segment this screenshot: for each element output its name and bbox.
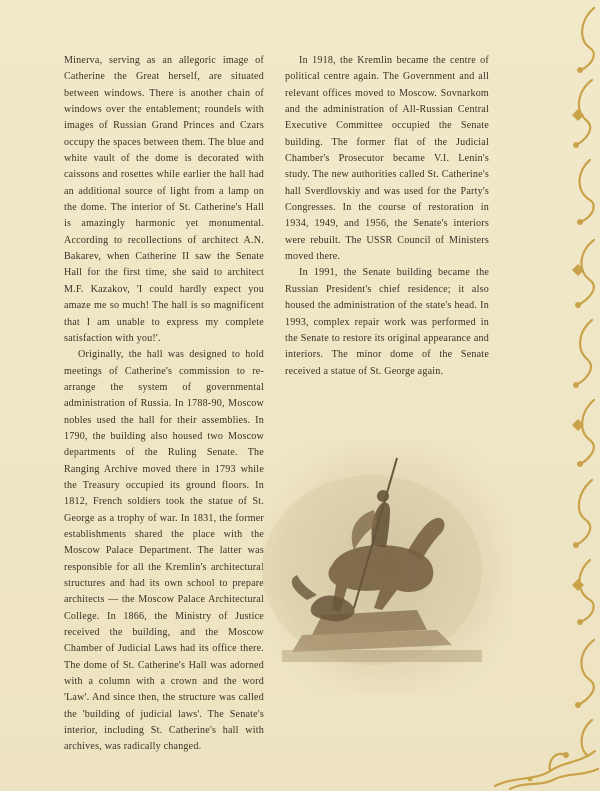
paragraph: In 1918, the Kremlin became the centre of political centre again. The Government and all relevant offices moved to Moscow. Sovnarkom and the administration of All-Russian Central Executive Committee occupied the Senate building. The former flat of the Judicial Chamber's Prosecutor became V.I. Lenin's study. The new authorities called St. Catherine's hall Sverdlovskiy and was used for the Party's Congresses. In the course of restoration in 1934, 1949, and 1956, the Senate's interiors were rebuilt. The USSR Council of Ministers moved there. [285,55,489,263]
paragraph: Originally, the hall was designed to hold meetings of Catherine's commission to re-arrange the system of governmental administration of Russia. In 1788-90, Moscow nobles used the hall for their assemblies. In 1790, the building also housed two Moscow departments of the Ruling Senate. The Ranging Archive moved there in 1793 while the Treasury occupied its ground floors. In 1812, French soldiers took the statue of St. George as a trophy of war. In 1831, the former establishments shared the place with the Moscow Palace Department. The latter was responsible for all the Kremlin's architectural structures and had its own school to prepare architects — the Moscow Palace Architectural College. In 1866, the Ministry of Justice received the building, and the Moscow Chamber of Judicial Laws had its office there. The dome of St. Catherine's Hall was adorned with a column with a crown and the word 'Law'. And since then, the structure was called the 'building of judicial laws'. The Senate's interior, including St. Catherine's hall with archives, was radically changed. [64,349,264,753]
paragraph: In 1991, the Senate building became the Russian President's chief residence; it also housed the administration of the state's head. In 1993, complex repair work was performed in the Senate to restore its original appearance and interiors. The minor dome of the Senate received a statue of St. George again. [285,267,489,377]
paragraph: Minerva, serving as an allegoric image of Catherine the Great herself, are situated between windows. There is another chain of windows over the entablement; roundels with images of Russian Grand Princes and Czars occupy the spaces between them. The blue and white vault of the dome is decorated with caissons and rosettes while earlier the hall had an additional source of light from a lamp on the dome. The interior of St. Catherine's Hall is amazingly harmonic yet monumental. According to recollections of architect A.N. Bakarev, when Catherine II saw the Senate Hall for the first time, she said to architect M.F. Kazakov, 'I could hardly expect you amaze me so much! The hall is so magnificent that I am unable to express my complete satisfaction with you!'. [64,55,264,344]
right-text-column [285,53,489,380]
baroque-border-ornament [550,0,600,791]
corner-flourish-ornament [490,721,600,791]
left-text-column [64,53,264,756]
st-george-statue-image [262,440,512,695]
